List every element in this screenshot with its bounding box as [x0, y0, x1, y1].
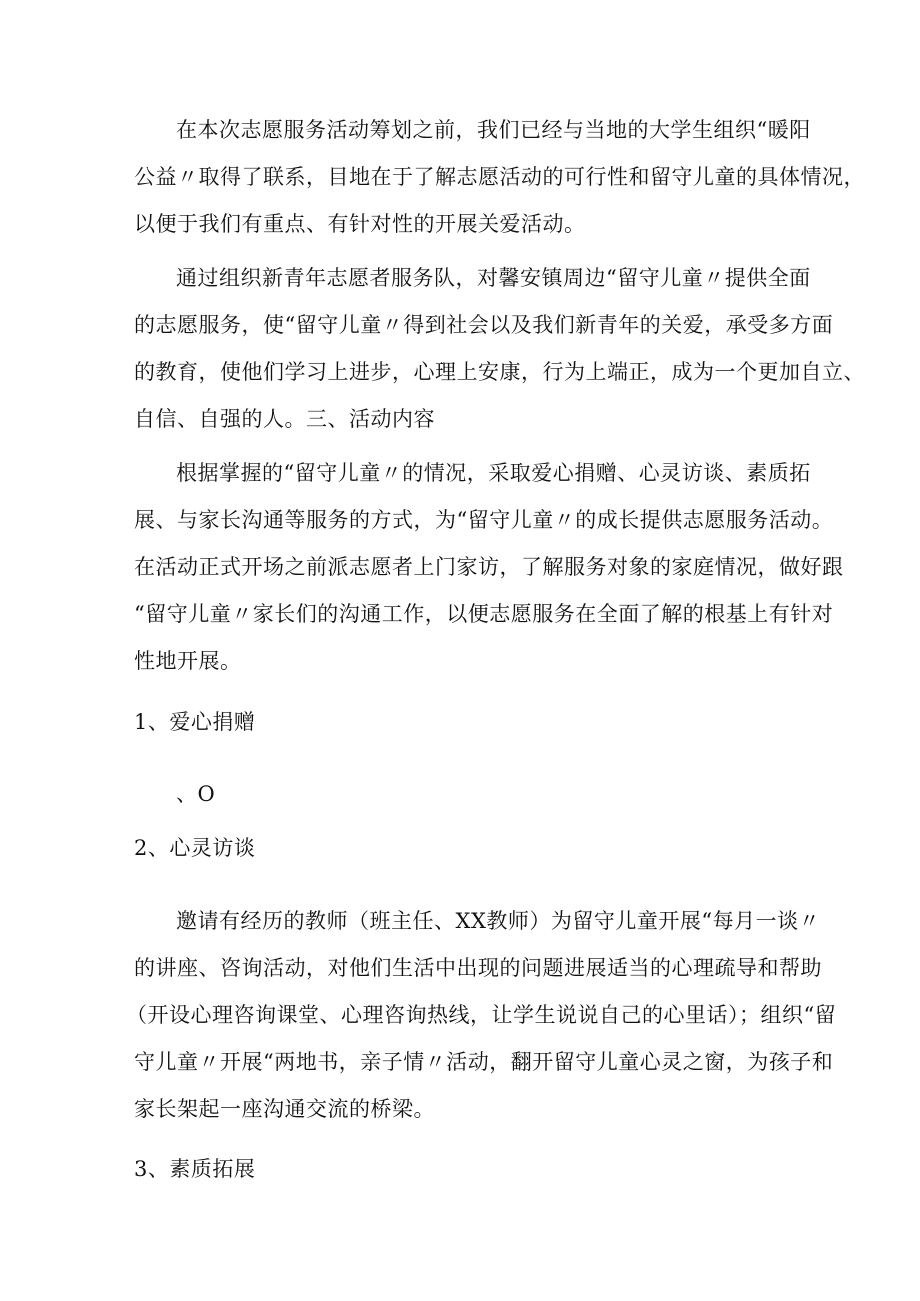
paragraph-3-line-1: 根据掌握的“留守儿童〃的情况，采取爱心捐赠、心灵访谈、素质拓	[176, 461, 811, 485]
paragraph-2-line-3: 的教育，使他们学习上进步，心理上安康，行为上端正，成为一个更加自立、	[134, 360, 865, 384]
paragraph-2-line-4: 自信、自强的人。三、活动内容	[134, 407, 435, 431]
section-heading-3: 3、素质拓展	[134, 1157, 256, 1181]
paragraph-1-line-1: 在本次志愿服务活动筹划之前，我们已经与当地的大学生组织“暖阳	[176, 118, 811, 142]
paragraph-1-line-2: 公益〃取得了联系，目地在于了解志愿活动的可行性和留守儿童的具体情况，	[134, 165, 865, 189]
paragraph-4-line-3: （开设心理咨询课堂、心理咨询热线，让学生说说自己的心里话）；组织“留	[126, 1003, 837, 1027]
paragraph-4-line-2: 的讲座、咨询活动，对他们生活中出现的问题进展适当的心理疏导和帮助	[134, 956, 822, 980]
paragraph-4-line-4: 守儿童〃开展“两地书，亲子情〃活动，翻开留守儿童心灵之窗，为孩子和	[134, 1050, 834, 1074]
paragraph-3-line-4: “留守儿童〃家长们的沟通工作，以便志愿服务在全面了解的根基上有针对	[134, 602, 834, 626]
paragraph-1-line-3: 以便于我们有重点、有针对性的开展关爱活动。	[134, 212, 586, 236]
paragraph-3-line-3: 在活动正式开场之前派志愿者上门家访，了解服务对象的家庭情况，做好跟	[134, 555, 844, 579]
section-heading-1: 1、爱心捐赠	[134, 710, 256, 734]
paragraph-4-line-5: 家长架起一座沟通交流的桥梁。	[134, 1097, 435, 1121]
fragment-text: 、O	[176, 782, 216, 806]
section-heading-2: 2、心灵访谈	[134, 836, 256, 860]
paragraph-2-line-1: 通过组织新青年志愿者服务队，对馨安镇周边“留守儿童〃提供全面	[176, 266, 811, 290]
paragraph-3-line-2: 展、与家长沟通等服务的方式，为“留守儿童〃的成长提供志愿服务活动。	[134, 508, 834, 532]
paragraph-4-line-1: 邀请有经历的教师（班主任、XX教师）为留守儿童开展“每月一谈〃	[176, 909, 821, 933]
paragraph-2-line-2: 的志愿服务，使“留守儿童〃得到社会以及我们新青年的关爱，承受多方面	[134, 313, 834, 337]
paragraph-3-line-5: 性地开展。	[134, 649, 242, 673]
